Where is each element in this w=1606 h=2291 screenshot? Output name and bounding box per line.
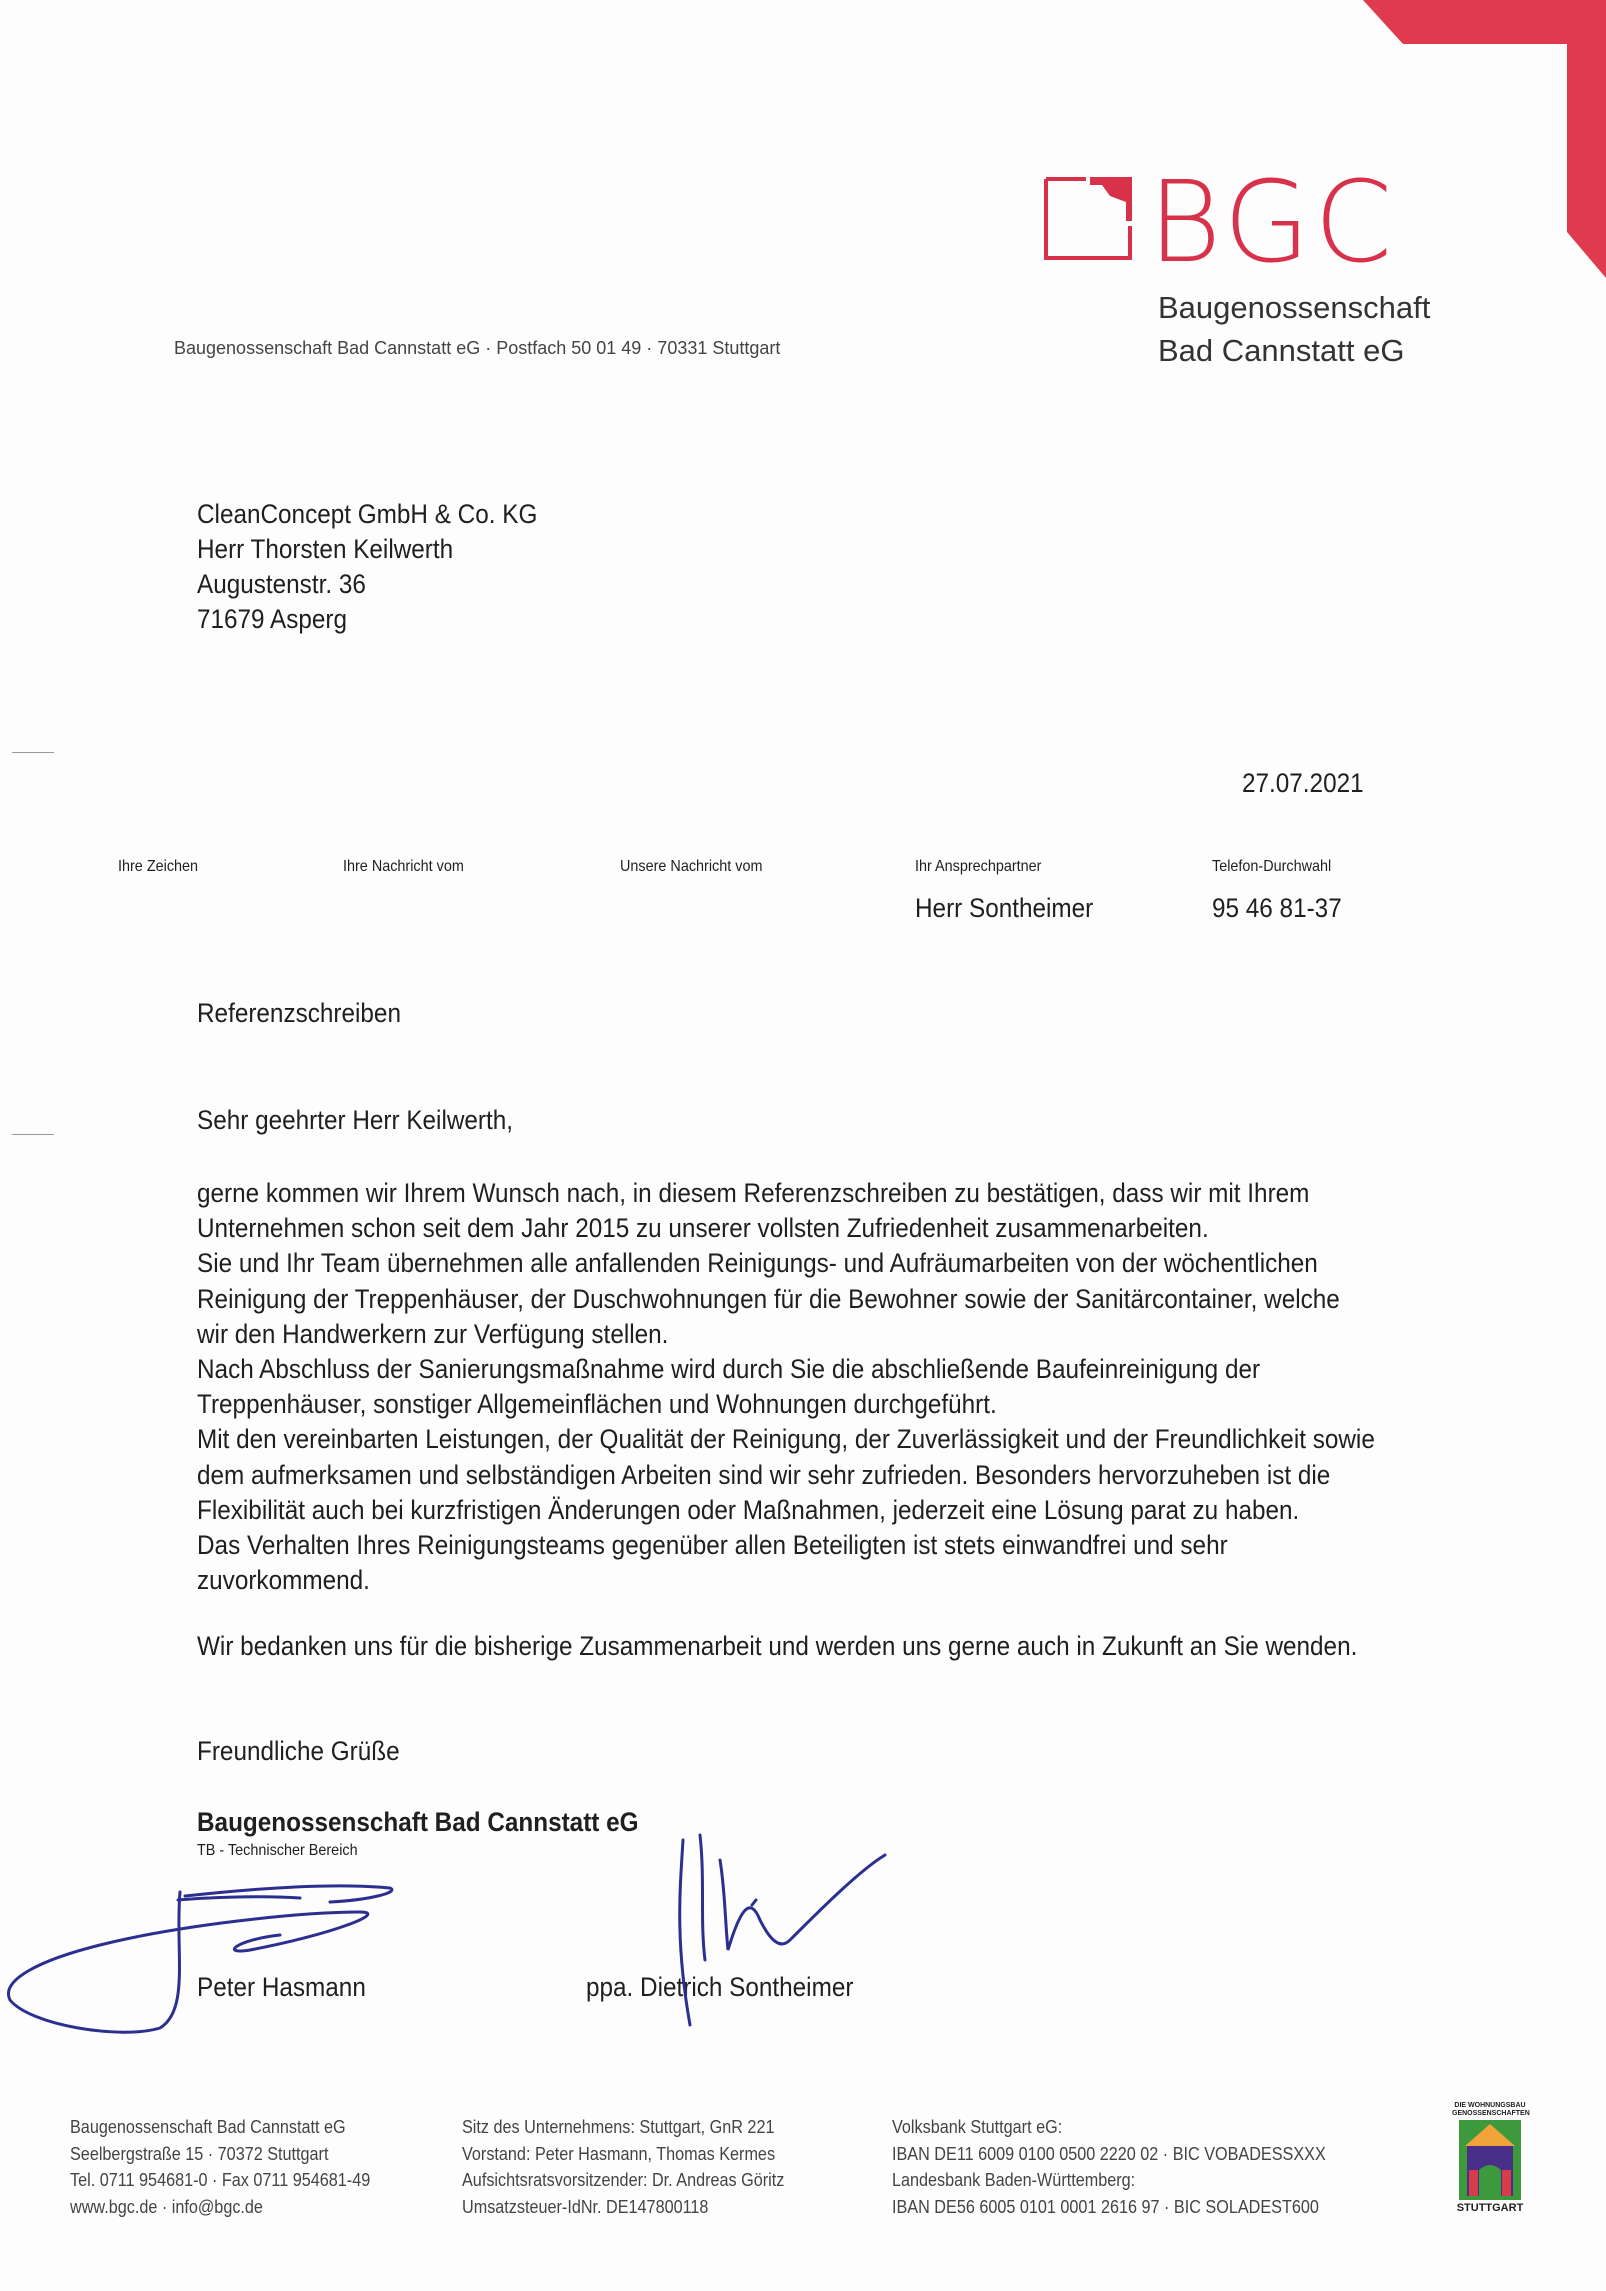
body-line: Treppenhäuser, sonstiger Allgemeinflächen und Wohnungen durchgeführt. [197, 1389, 997, 1420]
recipient-city: 71679 Asperg [197, 604, 347, 634]
sender-line: Baugenossenschaft Bad Cannstatt eG · Postfach 50 01 49 · 70331 Stuttgart [174, 338, 781, 358]
body-line: Flexibilität auch bei kurzfristigen Änderungen oder Maßnahmen, jederzeit eine Lösung parat zu haben. [197, 1494, 1300, 1525]
logo-subtitle: Baugenossenschaft Bad Cannstatt eG [1158, 290, 1431, 368]
bgc-logo-icon [1044, 176, 1134, 262]
body-line: gerne kommen wir Ihrem Wunsch nach, in diesem Referenzschreiben zu bestätigen, dass wir mit Ihrem [197, 1178, 1310, 1208]
body-line: Nach Abschluss der Sanierungsmaßnahme wird durch Sie die abschließende Baufeinreinigung der [197, 1354, 1261, 1385]
letter-date: 27.07.2021 [1242, 768, 1364, 798]
recipient-name: Herr Thorsten Keilwerth [197, 534, 454, 564]
fold-mark [12, 752, 54, 753]
subject: Referenzschreiben [197, 998, 401, 1028]
contact-person: Herr Sontheimer [915, 893, 1094, 923]
signature-company: Baugenossenschaft Bad Cannstatt eG [197, 1807, 639, 1837]
label-unsere-nachricht: Unsere Nachricht vom [620, 858, 763, 875]
body-text [197, 1176, 1375, 1598]
body-line: Sie und Ihr Team übernehmen alle anfallenden Reinigungs- und Aufräumarbeiten von der wöchentlichen [197, 1248, 1318, 1279]
signature-department: TB - Technischer Bereich [197, 1842, 358, 1859]
footer-company-info: Sitz des Unternehmens: Stuttgart, GnR 221 Vorstand: Peter Hasmann, Thomas Kermes Aufsichtsratsvorsitzender: Dr. Andreas Göritz Umsatzsteuer-IdNr. DE147800118 [462, 2117, 785, 2217]
label-ansprechpartner: Ihr Ansprechpartner [915, 858, 1042, 875]
stuttgart-cooperative-badge: DIE WOHNUNGSBAU GENOSSENSCHAFTEN STUTTGART [1452, 2102, 1530, 2214]
fold-mark [12, 1134, 54, 1135]
footer-bank-info: Volksbank Stuttgart eG: IBAN DE11 6009 0100 0500 2220 02 · BIC VOBADESSXXX Landesbank Baden-Württemberg: IBAN DE56 6005 0101 0001 2616 97 · BIC SOLADEST600 [892, 2117, 1326, 2217]
body-line: Mit den vereinbarten Leistungen, der Qualität der Reinigung, der Zuverlässigkeit und der Freundlichkeit sowie [197, 1424, 1375, 1455]
logo-text: BGC [1148, 158, 1397, 288]
handwritten-signatures [0, 1800, 900, 2060]
label-telefon: Telefon-Durchwahl [1212, 858, 1332, 875]
recipient-company: CleanConcept GmbH & Co. KG [197, 499, 538, 529]
body-line: zuvorkommend. [197, 1565, 370, 1596]
body-line: Reinigung der Treppenhäuser, der Duschwohnungen für die Bewohner sowie der Sanitärcontainer, welche [197, 1283, 1340, 1314]
signer-1-name: Peter Hasmann [197, 1972, 366, 2002]
salutation: Sehr geehrter Herr Keilwerth, [197, 1105, 514, 1135]
label-ihre-zeichen: Ihre Zeichen [118, 858, 199, 875]
body-line: Unternehmen schon seit dem Jahr 2015 zu unserer vollsten Zufriedenheit zusammenarbeiten. [197, 1213, 1209, 1244]
body-line: Das Verhalten Ihres Reinigungsteams gegenüber allen Beteiligten ist stets einwandfrei und sehr [197, 1530, 1228, 1561]
label-ihre-nachricht: Ihre Nachricht vom [343, 858, 464, 875]
body-line: wir den Handwerkern zur Verfügung stellen. [197, 1318, 669, 1349]
footer-address: Baugenossenschaft Bad Cannstatt eG Seelbergstraße 15 · 70372 Stuttgart Tel. 0711 954681-0 · Fax 0711 954681-49 www.bgc.de · info@bgc.de [70, 2117, 371, 2217]
house-icon [1459, 2120, 1521, 2200]
signer-2-name: ppa. Dietrich Sontheimer [586, 1972, 854, 2002]
greeting: Freundliche Grüße [197, 1736, 400, 1766]
body-line: dem aufmerksamen und selbständigen Arbeiten sind wir sehr zufrieden. Besonders hervorzuheben ist die [197, 1459, 1331, 1490]
recipient-street: Augustenstr. 36 [197, 569, 366, 599]
closing-sentence: Wir bedanken uns für die bisherige Zusammenarbeit und werden uns gerne auch in Zukunft an Sie wenden. [197, 1631, 1358, 1661]
phone-extension: 95 46 81-37 [1212, 893, 1342, 923]
